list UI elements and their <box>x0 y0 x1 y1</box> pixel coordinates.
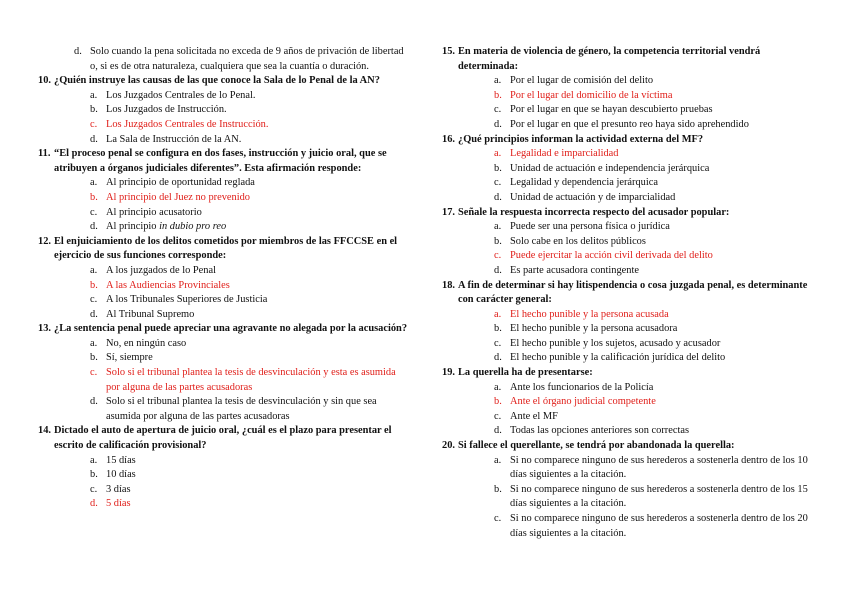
option-text: Todas las opciones anteriores son correctas <box>510 425 690 437</box>
option-text: Solo cuando la pena solicitada no exceda de 9 años de privación de libertad o, si es de otra naturaleza, cualquiera que sea la cuantía o duración. <box>90 46 404 72</box>
option-item <box>494 351 812 366</box>
option-list <box>54 176 410 234</box>
option-text: Los Juzgados Centrales de lo Penal. <box>106 89 256 101</box>
option-text: Por el lugar en que el presunto reo haya sido aprehendido <box>510 118 749 130</box>
option-text: Legalidad e imparcialidad <box>510 148 619 160</box>
option-text: 15 días <box>106 454 136 466</box>
option-item <box>494 264 812 279</box>
option-letter: a. <box>494 308 502 320</box>
option-text: Ante los funcionarios de la Policía <box>510 381 654 393</box>
option-letter: c. <box>494 250 502 262</box>
option-text: Por el lugar del domicilio de la víctima <box>510 89 673 101</box>
question-text: La querella ha de presentarse: <box>458 367 593 379</box>
option-item <box>90 395 410 424</box>
question <box>38 74 410 147</box>
option-text: Al principio <box>106 221 160 233</box>
option-text: Al principio del Juez no prevenido <box>106 191 250 203</box>
option-text: La Sala de Instrucción de la AN. <box>106 133 242 145</box>
option-item-correct <box>90 191 410 206</box>
option-text: El hecho punible y la calificación jurídica del delito <box>510 352 726 364</box>
option-letter: a. <box>90 264 98 276</box>
left-column <box>38 45 410 512</box>
question-number: 16. <box>442 133 455 145</box>
option-letter: a. <box>90 89 98 101</box>
continued-question <box>38 45 410 74</box>
option-item <box>494 235 812 250</box>
question <box>442 279 812 367</box>
option-text: Solo cabe en los delitos públicos <box>510 235 646 247</box>
option-item-correct <box>90 118 410 133</box>
option-text: 3 días <box>106 483 131 495</box>
option-item <box>90 103 410 118</box>
option-text: El hecho punible y la persona acusada <box>510 308 669 320</box>
option-list <box>458 454 812 542</box>
question-number: 15. <box>442 46 455 57</box>
question-number: 12. <box>38 235 51 247</box>
option-text: Los Juzgados Centrales de Instrucción. <box>106 118 269 130</box>
option-letter: a. <box>494 381 502 393</box>
option-letter: d. <box>90 396 98 408</box>
option-text: Si no comparece ninguno de sus herederos a sostenerla dentro de los 15 días siguientes a la citación. <box>510 483 808 510</box>
option-text: Solo si el tribunal plantea la tesis de desvinculación y sin que sea asumida por alguna de las partes acusadoras <box>106 396 377 422</box>
option-text: El hecho punible y la persona acusadora <box>510 323 678 335</box>
option-item <box>90 337 410 352</box>
option-item <box>90 483 410 498</box>
option-list <box>458 308 812 366</box>
option-letter: d. <box>74 46 82 57</box>
option-letter: b. <box>90 469 98 481</box>
option-letter: a. <box>90 177 98 189</box>
question <box>442 206 812 279</box>
option-item <box>74 45 410 74</box>
option-text: No, en ningún caso <box>106 337 187 349</box>
option-item <box>90 176 410 191</box>
option-item <box>90 308 410 323</box>
option-item <box>494 322 812 337</box>
option-letter: a. <box>494 148 502 160</box>
option-letter: a. <box>494 221 502 233</box>
option-item <box>90 220 410 235</box>
question-text: En materia de violencia de género, la competencia territorial vendrá determinada: <box>458 46 761 72</box>
question <box>442 366 812 439</box>
question-text: Si fallece el querellante, se tendrá por abandonada la querella: <box>458 440 735 452</box>
option-item <box>494 512 812 541</box>
question-number: 20. <box>442 440 455 452</box>
option-list <box>458 220 812 278</box>
option-letter: d. <box>494 352 502 364</box>
option-text: Unidad de actuación e independencia jerárquica <box>510 162 710 174</box>
option-list <box>54 264 410 322</box>
question-number: 14. <box>38 425 51 437</box>
option-item-correct <box>494 249 812 264</box>
option-letter: b. <box>90 352 98 364</box>
option-letter: d. <box>90 308 98 320</box>
option-list <box>458 147 812 205</box>
option-item-correct <box>90 366 410 395</box>
option-list <box>54 89 410 147</box>
option-letter: c. <box>90 367 98 379</box>
option-item <box>494 424 812 439</box>
option-text: Legalidad y dependencia jerárquica <box>510 177 658 189</box>
option-letter: c. <box>90 483 98 495</box>
option-letter: c. <box>494 104 502 116</box>
option-text: 10 días <box>106 469 136 481</box>
option-letter: c. <box>90 294 98 306</box>
option-letter: c. <box>90 118 98 130</box>
option-letter: c. <box>494 337 502 349</box>
question <box>38 147 410 235</box>
option-item <box>494 162 812 177</box>
question-number: 18. <box>442 279 455 291</box>
option-text-italic: in dubio pro reo <box>159 221 227 233</box>
option-item <box>90 351 410 366</box>
option-item <box>90 454 410 469</box>
option-text: Solo si el tribunal plantea la tesis de desvinculación y esta es asumida por alguna de las partes acusadoras <box>106 367 396 393</box>
question-text: “El proceso penal se configura en dos fases, instrucción y juicio oral, que se atribuyen a órganos judiciales diferentes”. Esta afirmación responde: <box>54 148 387 174</box>
right-column <box>442 45 812 541</box>
option-letter: b. <box>90 104 98 116</box>
question-text: Señale la respuesta incorrecta respecto del acusador popular: <box>458 206 730 218</box>
option-letter: b. <box>494 396 502 408</box>
option-letter: b. <box>494 323 502 335</box>
option-text: Ante el MF <box>510 410 558 422</box>
option-text: Puede ejercitar la acción civil derivada del delito <box>510 250 713 262</box>
question <box>38 322 410 424</box>
option-item <box>494 176 812 191</box>
option-letter: c. <box>494 513 502 524</box>
question <box>442 133 812 206</box>
option-item-correct <box>494 395 812 410</box>
option-text: Ante el órgano judicial competente <box>510 396 656 408</box>
option-text: A los juzgados de lo Penal <box>106 264 216 276</box>
option-letter: c. <box>90 206 98 218</box>
option-item-correct <box>494 308 812 323</box>
option-text: 5 días <box>106 498 131 510</box>
question <box>442 45 812 133</box>
option-text: Si no comparece ninguno de sus herederos a sostenerla dentro de los 10 días siguientes a la citación. <box>510 454 808 481</box>
option-text: Los Juzgados de Instrucción. <box>106 104 227 116</box>
option-text: Unidad de actuación y de imparcialidad <box>510 191 676 203</box>
option-item <box>494 191 812 206</box>
option-letter: c. <box>494 410 502 422</box>
question <box>38 235 410 323</box>
option-letter: d. <box>90 498 98 510</box>
option-item <box>90 264 410 279</box>
option-item <box>494 381 812 396</box>
option-item-correct <box>90 279 410 294</box>
question-list <box>38 74 410 512</box>
question-text: ¿Quién instruye las causas de las que conoce la Sala de lo Penal de la AN? <box>54 75 380 87</box>
option-letter: b. <box>90 191 98 203</box>
option-letter: a. <box>90 337 98 349</box>
option-list <box>458 74 812 132</box>
option-item <box>494 103 812 118</box>
option-letter: c. <box>494 177 502 189</box>
option-text: Al principio de oportunidad reglada <box>106 177 255 189</box>
option-text: Puede ser una persona física o jurídica <box>510 221 670 233</box>
option-letter: d. <box>494 425 502 437</box>
question-number: 11. <box>38 148 51 160</box>
option-item <box>90 206 410 221</box>
option-text: Si no comparece ninguno de sus herederos a sostenerla dentro de los 20 días siguientes a la citación. <box>510 513 808 539</box>
question-number: 13. <box>38 323 51 335</box>
option-letter: b. <box>494 235 502 247</box>
option-letter: a. <box>494 454 502 466</box>
question-text: Dictado el auto de apertura de juicio oral, ¿cuál es el plazo para presentar el escrito de calificación provisional? <box>54 425 392 452</box>
option-list <box>54 337 410 425</box>
option-text: Al principio acusatorio <box>106 206 202 218</box>
option-letter: d. <box>90 133 98 145</box>
option-letter: b. <box>494 89 502 101</box>
option-item <box>494 118 812 133</box>
question-text: El enjuiciamiento de los delitos cometidos por miembros de las FFCCSE en el ejercicio de sus funciones corresponde: <box>54 235 398 262</box>
question <box>442 439 812 541</box>
option-letter: d. <box>494 264 502 276</box>
question-text: ¿Qué principios informan la actividad externa del MF? <box>458 133 704 145</box>
option-letter: a. <box>90 454 98 466</box>
option-item <box>90 89 410 104</box>
option-item <box>90 293 410 308</box>
option-letter: b. <box>494 162 502 174</box>
option-text: Al Tribunal Supremo <box>106 308 195 320</box>
option-letter: b. <box>494 483 502 495</box>
option-text: Sí, siempre <box>106 352 153 364</box>
question-text: ¿La sentencia penal puede apreciar una agravante no alegada por la acusación? <box>54 323 408 335</box>
question <box>38 424 410 512</box>
option-text: A las Audiencias Provinciales <box>106 279 230 291</box>
option-text: Es parte acusadora contingente <box>510 264 639 276</box>
option-letter: d. <box>90 221 98 233</box>
question-number: 17. <box>442 206 455 218</box>
option-item <box>494 483 812 512</box>
option-list <box>38 45 410 74</box>
option-text: El hecho punible y los sujetos, acusado y acusador <box>510 337 721 349</box>
option-letter: b. <box>90 279 98 291</box>
option-text: Por el lugar en que se hayan descubierto pruebas <box>510 104 713 116</box>
question-list <box>442 45 812 541</box>
option-item <box>90 468 410 483</box>
option-item <box>494 220 812 235</box>
option-list <box>458 381 812 439</box>
option-item <box>494 454 812 483</box>
option-item-correct <box>494 89 812 104</box>
option-text: Por el lugar de comisión del delito <box>510 75 654 87</box>
question-number: 10. <box>38 75 51 87</box>
option-item <box>494 410 812 425</box>
option-item <box>494 337 812 352</box>
option-text: A los Tribunales Superiores de Justicia <box>106 294 268 306</box>
question-number: 19. <box>442 367 455 379</box>
option-letter: a. <box>494 75 502 87</box>
option-item-correct <box>494 147 812 162</box>
option-letter: d. <box>494 118 502 130</box>
option-item-correct <box>90 497 410 512</box>
question-text: A fin de determinar si hay litispendencia o cosa juzgada penal, es determinante con carácter general: <box>458 279 808 306</box>
option-item <box>494 74 812 89</box>
option-item <box>90 133 410 148</box>
option-list <box>54 454 410 512</box>
option-letter: d. <box>494 191 502 203</box>
